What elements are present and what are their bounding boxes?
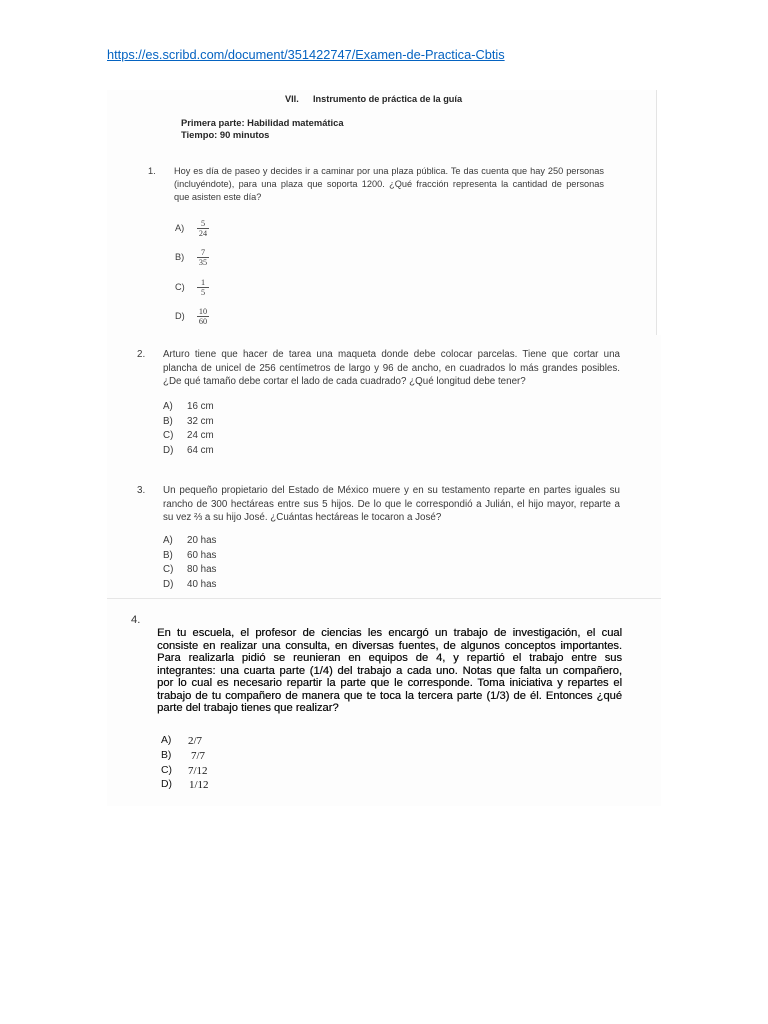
answer-options: [161, 734, 209, 793]
option-value: 24 cm: [187, 430, 214, 441]
option-value: 20 has: [187, 535, 217, 546]
fraction-numerator: 5: [197, 219, 209, 229]
fraction-denominator: 5: [200, 287, 206, 297]
option-value: 7/7: [191, 749, 206, 762]
option-label: B): [163, 549, 173, 561]
option-value: 7/12: [188, 764, 208, 777]
fraction-denominator: 60: [198, 316, 208, 326]
option-value: 64 cm: [187, 444, 214, 456]
option-label: C): [175, 282, 185, 292]
option-a: [175, 217, 209, 239]
question-line: plancha de unicel de 256 centímetros de largo y 96 de ancho, en cuadrados lo más grandes posibles.: [163, 362, 620, 374]
option-label: D): [175, 311, 185, 321]
option-fraction: [197, 219, 209, 238]
option-b: [175, 246, 209, 268]
option-label: C): [163, 430, 174, 441]
fraction-numerator: 10: [198, 306, 208, 316]
option-value: 2/7: [188, 735, 203, 747]
option-label: C): [161, 764, 172, 776]
question-number: 4.: [131, 614, 141, 626]
option-label: A): [175, 223, 185, 233]
question-line: ¿De qué tamaño debe cortar el lado de cada cuadrado? ¿Qué longitud debe tener?: [163, 376, 526, 387]
question-line: Hoy es día de paseo y decides ir a caminar por una plaza pública. Te das cuenta que hay 250 personas: [174, 166, 604, 176]
option-label: B): [161, 749, 172, 761]
option-d: [163, 444, 214, 459]
answer-options: [163, 534, 216, 592]
option-label: B): [163, 415, 173, 427]
fraction-numerator: 1: [197, 278, 209, 288]
question-line: rancho de 300 hectáreas entre sus 5 hijos. De lo que le correspondió a Julián, el hijo mayor, reparte a: [163, 498, 620, 510]
option-value: 32 cm: [187, 415, 214, 427]
question-line: por lo cual es necesario repartir la parte que le corresponde. Toma iniciativa y repartes el: [157, 677, 622, 689]
option-label: A): [163, 401, 173, 412]
option-value: 80 has: [187, 564, 217, 575]
option-label: A): [161, 735, 172, 746]
option-c: [163, 563, 216, 578]
option-value: 1/12: [189, 779, 209, 792]
question-text: [163, 348, 620, 389]
option-fraction: [197, 307, 209, 326]
option-d: [175, 305, 209, 327]
section-number: VII.: [285, 94, 299, 104]
time-limit: Tiempo: 90 minutos: [181, 129, 270, 140]
option-b: [163, 415, 214, 430]
option-a: [163, 534, 216, 549]
option-a: [163, 400, 214, 415]
option-value: 60 has: [187, 549, 217, 561]
option-b: [163, 549, 216, 564]
question-line: consiste en realizar una consulta, en diversas fuentes, de algunos conceptos importantes.: [157, 639, 622, 652]
question-number: 2.: [137, 349, 146, 360]
part-title: Primera parte: Habilidad matemática: [181, 117, 344, 128]
option-d: [161, 778, 209, 793]
question-number: 3.: [137, 485, 146, 496]
option-c: [175, 276, 209, 298]
answer-options: [163, 400, 214, 458]
option-d: [163, 578, 216, 593]
fraction-denominator: 24: [198, 228, 208, 238]
source-link[interactable]: https://es.scribd.com/document/351422747/Examen-de-Practica-Cbtis: [107, 47, 505, 62]
question-line: En tu escuela, el profesor de ciencias les encargó un trabajo de investigación, el cual: [157, 627, 622, 639]
question-line: Arturo tiene que hacer de tarea una maqueta donde debe colocar parcelas. Tiene que cortar una: [163, 349, 620, 360]
option-label: B): [175, 252, 185, 262]
fraction-numerator: 7: [197, 248, 209, 258]
option-b: [161, 749, 209, 764]
question-line: parte del trabajo tienes que realizar?: [157, 702, 339, 714]
question-text: [163, 484, 620, 525]
option-label: D): [163, 578, 174, 590]
question-line: trabajo de tu compañero de manera que te toca la tercera parte (1/3) de él. Entonces ¿qué: [157, 689, 622, 702]
question-line: Para realizarla pidió se reunieran en equipos de 4, y repartió el trabajo entre sus: [157, 652, 622, 664]
option-c: [163, 429, 214, 444]
option-label: D): [161, 779, 172, 791]
question-line: que asisten este día?: [174, 192, 262, 202]
question-line: (incluyéndote), para una plaza que soporta 1200. ¿Qué fracción representa la cantidad de personas: [174, 179, 604, 189]
option-value: 40 has: [187, 578, 217, 590]
question-line: su vez ⅔ a su hijo José. ¿Cuántas hectáreas le tocaron a José?: [163, 512, 442, 523]
question-number: 1.: [148, 166, 156, 176]
question-line: integrantes: una cuarta parte (1/4) del trabajo a cada uno. Notas que falta un compañero,: [157, 664, 622, 677]
question-text: [157, 627, 622, 715]
option-c: [161, 764, 209, 779]
question-text: [174, 165, 604, 204]
option-fraction: [197, 248, 209, 267]
option-value: 16 cm: [187, 401, 214, 412]
option-fraction: [197, 278, 209, 297]
option-a: [161, 734, 209, 749]
option-label: A): [163, 535, 173, 546]
option-label: D): [163, 444, 174, 456]
question-line: Un pequeño propietario del Estado de México muere y en su testamento reparte en partes iguales su: [163, 485, 620, 496]
fraction-denominator: 35: [198, 257, 208, 267]
section-title: Instrumento de práctica de la guía: [313, 94, 463, 104]
option-label: C): [163, 564, 174, 575]
